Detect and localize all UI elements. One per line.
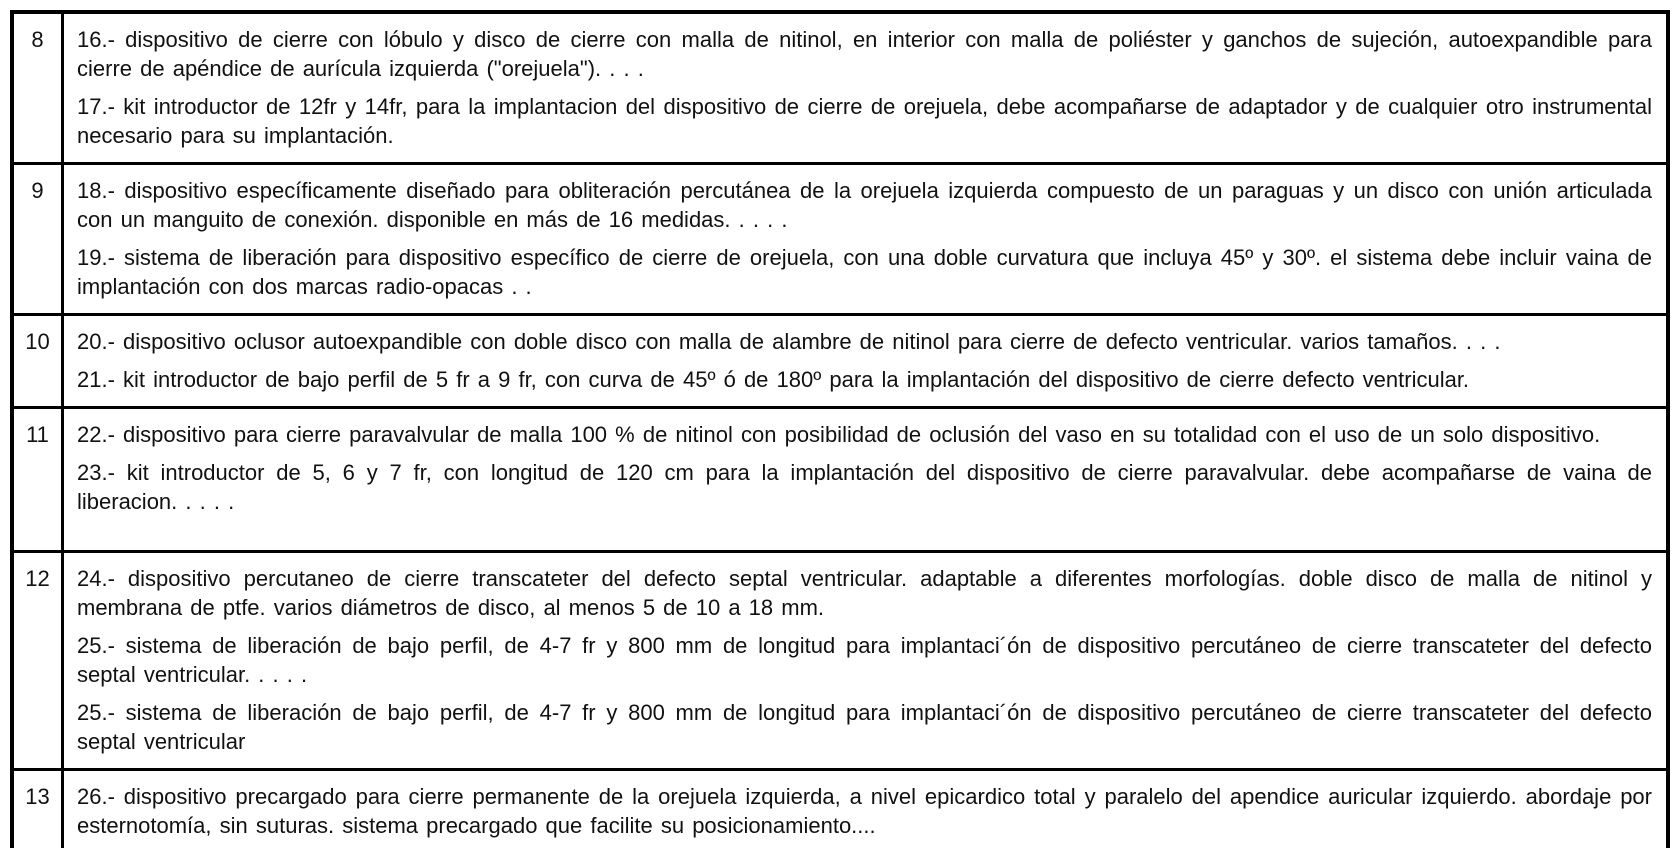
- row-description: [64, 409, 1666, 550]
- row-description: [64, 165, 1666, 313]
- description-paragraph: 24.- dispositivo percutaneo de cierre transcateter del defecto septal ventricular. adaptable a diferentes morfologías. doble disco de malla de nitinol y membrana de ptfe. varios diámetros de disco, al menos 5 de 10 a 18 mm.: [77, 566, 1652, 620]
- description-paragraph: 21.- kit introductor de bajo perfil de 5 fr a 9 fr, con curva de 45º ó de 180º para la implantación del dispositivo de cierre defecto ventricular.: [77, 367, 1470, 392]
- row-description: [64, 553, 1666, 768]
- row-description: [64, 771, 1666, 848]
- table-row: [14, 406, 1666, 550]
- table-row: [14, 162, 1666, 313]
- description-paragraph: 25.- sistema de liberación de bajo perfil, de 4-7 fr y 800 mm de longitud para implantaci´ón de dispositivo percutáneo de cierre transcateter del defecto septal ventricular: [77, 700, 1652, 754]
- description-paragraph: 18.- dispositivo específicamente diseñado para obliteración percutánea de la orejuela izquierda compuesto de un paraguas y un disco con unión articulada con un manguito de conexión. disponible en más de 16 medidas. . . . .: [77, 178, 1652, 232]
- description-paragraph: 17.- kit introductor de 12fr y 14fr, para la implantacion del dispositivo de cierre de orejuela, debe acompañarse de adaptador y de cualquier otro instrumental necesario para su implantación.: [77, 94, 1652, 148]
- description-paragraph: 19.- sistema de liberación para dispositivo específico de cierre de orejuela, con una doble curvatura que incluya 45º y 30º. el sistema debe incluir vaina de implantación con dos marcas radio-opacas . .: [77, 245, 1652, 299]
- row-number: 9: [14, 165, 64, 313]
- description-paragraph: 25.- sistema de liberación de bajo perfil, de 4-7 fr y 800 mm de longitud para implantaci´ón de dispositivo percutáneo de cierre transcateter del defecto septal ventricular. . . . .: [77, 633, 1652, 687]
- description-paragraph: 26.- dispositivo precargado para cierre permanente de la orejuela izquierda, a nivel epicardico total y paralelo del apendice auricular izquierdo. abordaje por esternotomía, sin suturas. sistema precargado que facilite su posicionamiento....: [77, 784, 1652, 838]
- device-specification-table: [10, 10, 1670, 848]
- table-row: [14, 14, 1666, 162]
- row-description: [64, 14, 1666, 162]
- table-row: [14, 313, 1666, 406]
- description-paragraph: 22.- dispositivo para cierre paravalvular de malla 100 % de nitinol con posibilidad de oclusión del vaso en su totalidad con el uso de un solo dispositivo.: [77, 422, 1601, 447]
- table-row: [14, 550, 1666, 768]
- row-number: 13: [14, 771, 64, 848]
- row-description: [64, 316, 1666, 406]
- row-number: 10: [14, 316, 64, 406]
- description-paragraph: 20.- dispositivo oclusor autoexpandible con doble disco con malla de alambre de nitinol para cierre de defecto ventricular. varios tamaños. . . .: [77, 329, 1501, 354]
- row-number: 11: [14, 409, 64, 550]
- row-number: 12: [14, 553, 64, 768]
- description-paragraph: 16.- dispositivo de cierre con lóbulo y disco de cierre con malla de nitinol, en interior con malla de poliéster y ganchos de sujeción, autoexpandible para cierre de apéndice de aurícula izquierda ("orejuela"). . . .: [77, 27, 1652, 81]
- table-row: [14, 768, 1666, 848]
- description-paragraph: 23.- kit introductor de 5, 6 y 7 fr, con longitud de 120 cm para la implantación del dispositivo de cierre paravalvular. debe acompañarse de vaina de liberacion. . . . .: [77, 460, 1652, 514]
- row-number: 8: [14, 14, 64, 162]
